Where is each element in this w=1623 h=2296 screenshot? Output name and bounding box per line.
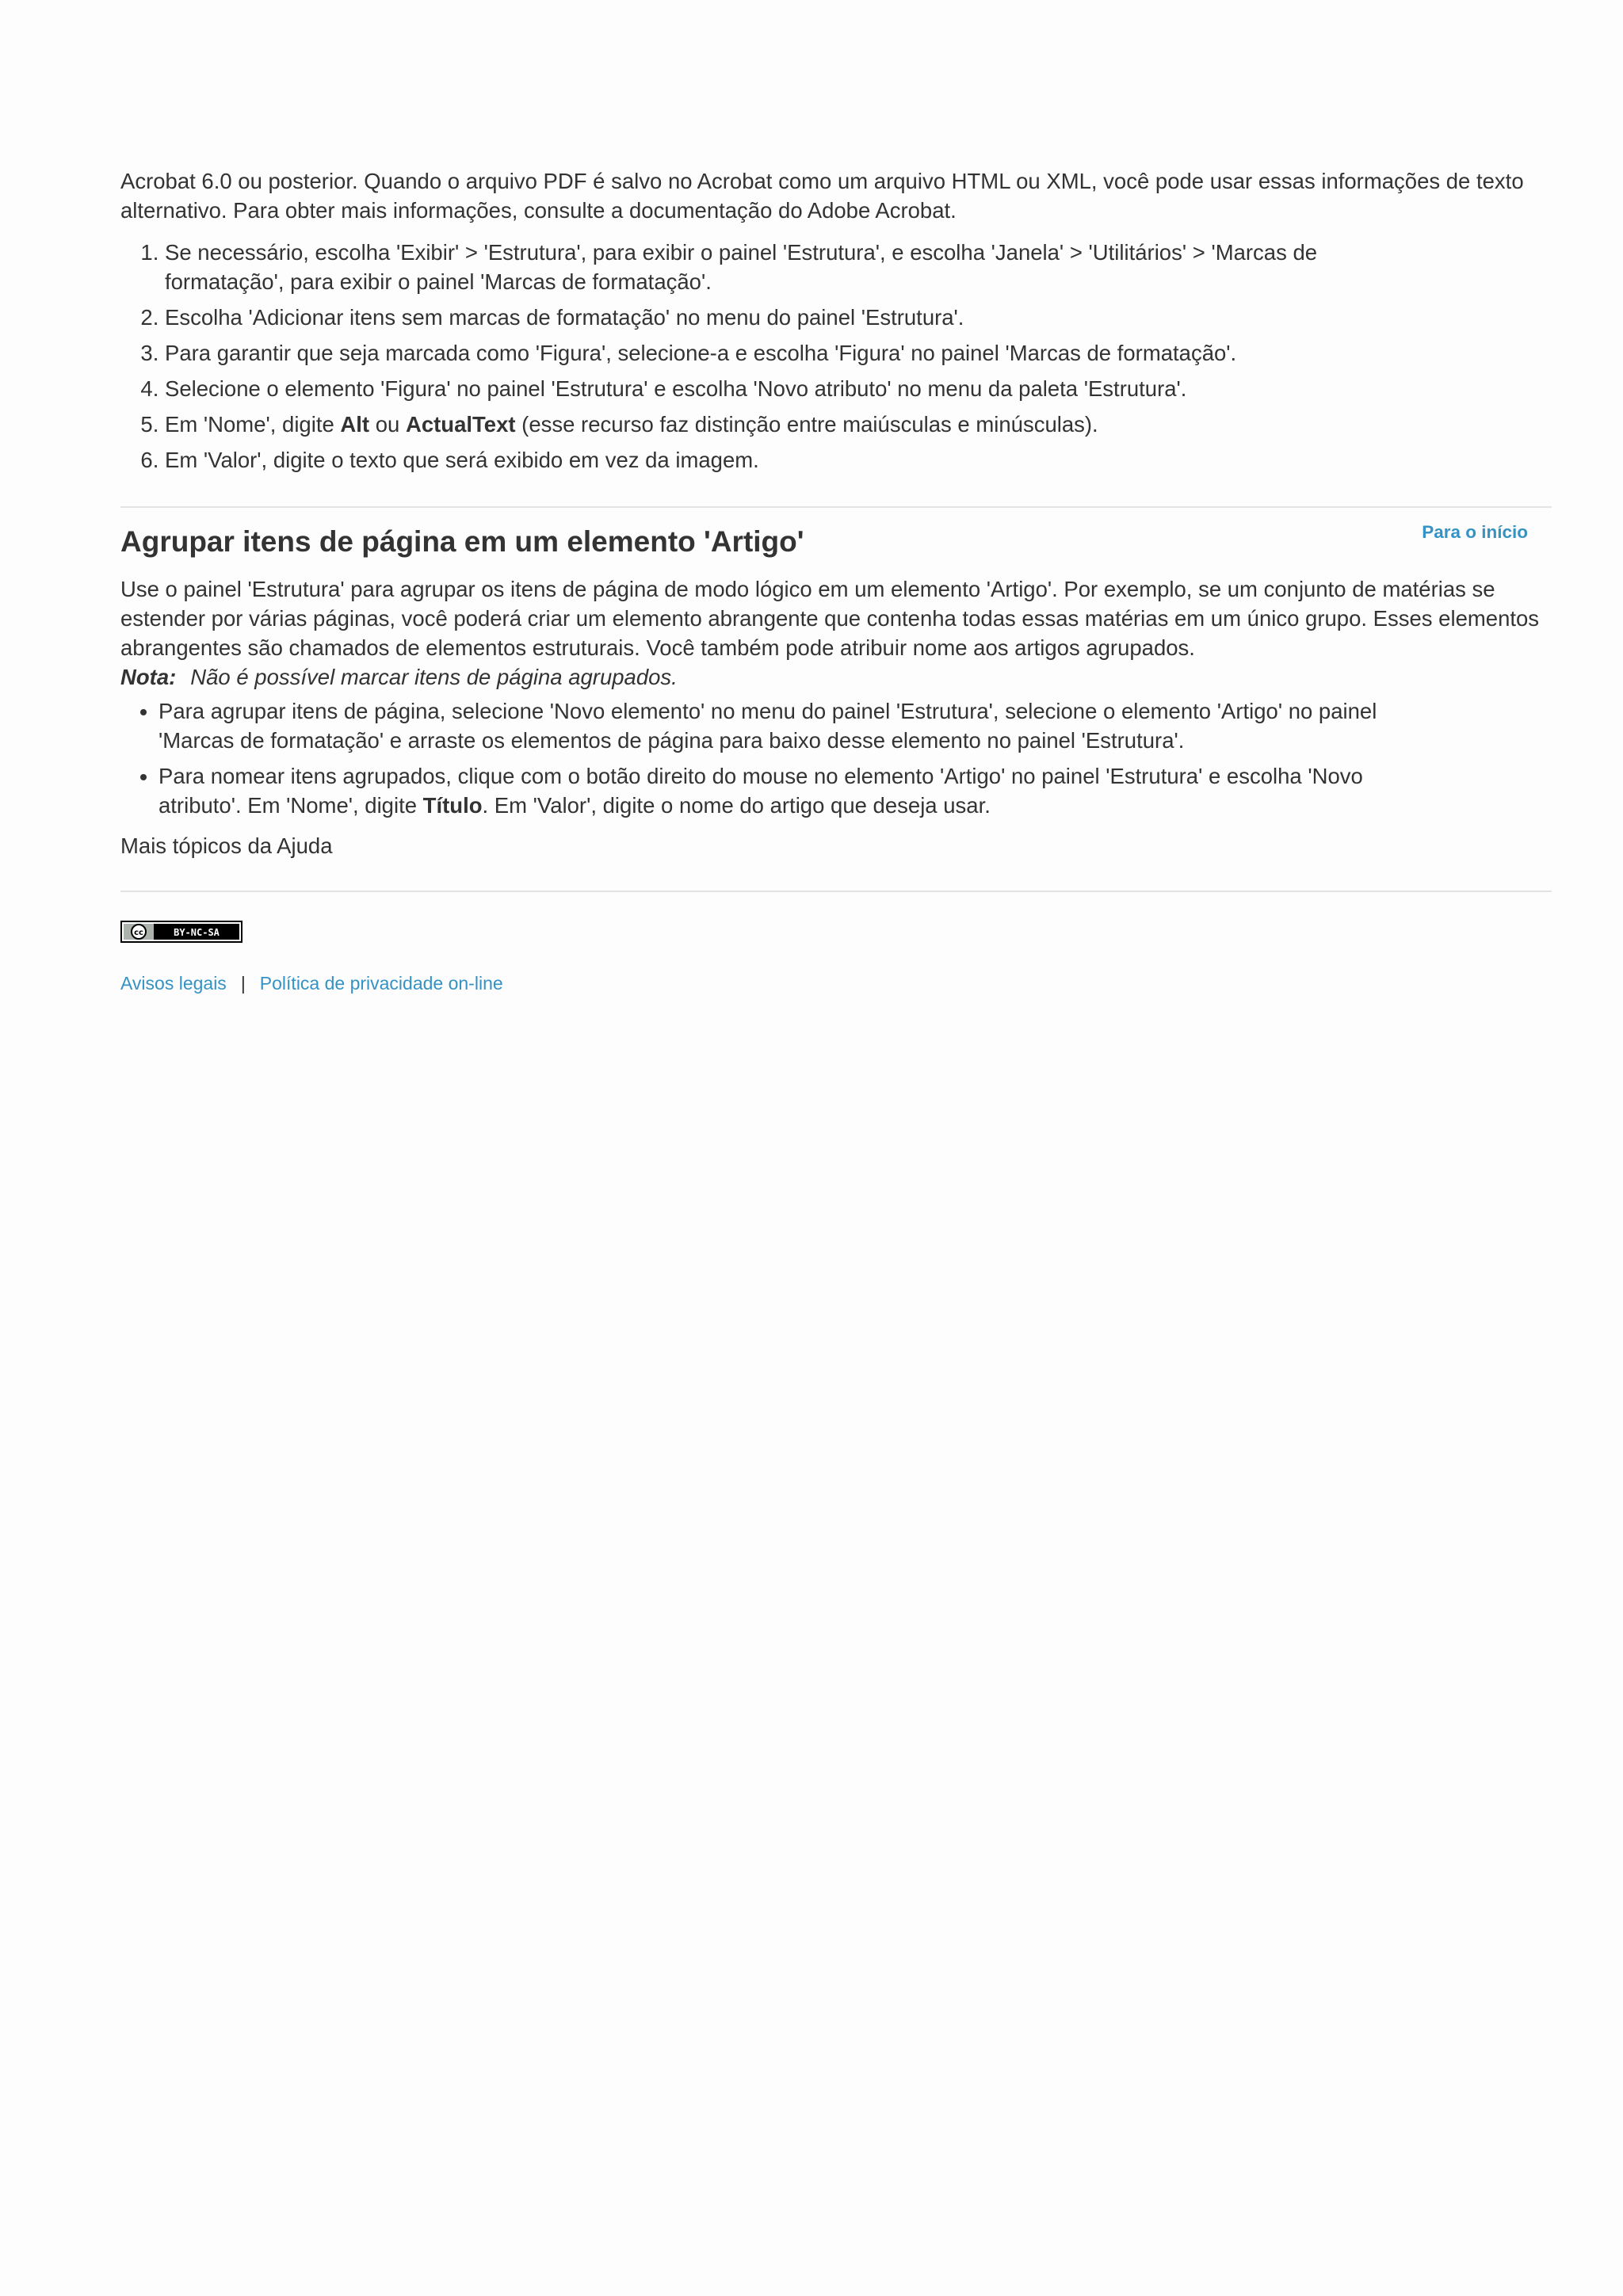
back-to-top-link[interactable]: Para o início: [1422, 522, 1528, 542]
note: [120, 662, 1552, 692]
step-item: [165, 410, 1401, 439]
section-title: Agrupar itens de página em um elemento 'Artigo': [120, 525, 804, 558]
step-bold-term: ActualText: [405, 412, 516, 437]
cc-license-badge[interactable]: [120, 921, 242, 943]
step-item: 3. Para garantir que seja marcada como 'Figura', selecione-a e escolha 'Figura' no painel 'Marcas de formatação'.: [165, 338, 1401, 368]
footer-separator: |: [240, 973, 246, 994]
privacy-policy-link[interactable]: Política de privacidade on-line: [259, 973, 503, 994]
section-divider: [120, 506, 1552, 508]
bullet-text: . Em 'Valor', digite o nome do artigo que deseja usar.: [482, 793, 991, 818]
steps-list: [120, 238, 1401, 475]
section-paragraph: Use o painel 'Estrutura' para agrupar os itens de página de modo lógico em um elemento 'Artigo'. Por exemplo, se um conjunto de matérias se estender por várias páginas, você poderá criar um elemento abrangente que contenha todas essas matérias em um único grupo. Esses elementos abrangentes são chamados de elementos estruturais. Você também pode atribuir nome aos artigos agrupados.: [120, 577, 1540, 660]
step-text: (esse recurso faz distinção entre maiúsculas e minúsculas).: [515, 412, 1098, 437]
step-text: Em 'Nome', digite: [165, 412, 341, 437]
license-badge-text: BY-NC-SA: [174, 927, 220, 938]
note-label: Nota:: [120, 665, 177, 689]
bullet-bold-term: Título: [422, 793, 483, 818]
document-content: [120, 166, 1552, 995]
step-item: 6. Em 'Valor', digite o texto que será exibido em vez da imagem.: [165, 445, 1401, 475]
intro-paragraph: Acrobat 6.0 ou posterior. Quando o arquivo PDF é salvo no Acrobat como um arquivo HTML ou XML, você pode usar essas informações de texto alternativo. Para obter mais informações, consulte a documentação do Adobe Acrobat.: [120, 169, 1524, 223]
step-item: 4. Selecione o elemento 'Figura' no painel 'Estrutura' e escolha 'Novo atributo' no menu da paleta 'Estrutura'.: [165, 374, 1401, 403]
footer-divider: [120, 891, 1552, 892]
step-item: 1. Se necessário, escolha 'Exibir' > 'Estrutura', para exibir o painel 'Estrutura', e escolha 'Janela' > 'Utilitários' > 'Marcas de formatação', para exibir o painel 'Marcas de formatação'.: [165, 238, 1401, 296]
bullet-item: • Para agrupar itens de página, selecione 'Novo elemento' no menu do painel 'Estrutura', selecione o elemento 'Artigo' no painel 'Marcas de formatação' e arraste os elementos de página para baixo desse elemento no painel 'Estrutura'.: [158, 696, 1395, 755]
bullet-list: [120, 696, 1395, 820]
step-bold-term: Alt: [340, 412, 370, 437]
step-text: ou: [369, 412, 406, 437]
step-item: 2. Escolha 'Adicionar itens sem marcas de formatação' no menu do painel 'Estrutura'.: [165, 303, 1401, 332]
section-header: [120, 524, 1552, 560]
bullet-text: Para nomear itens agrupados, clique com o botão direito do mouse no elemento 'Artigo' no painel 'Estrutura' e escolha 'Novo atributo'. Em 'Nome', digite: [158, 764, 1363, 818]
footer-links: [120, 971, 1552, 995]
more-help-topics: Mais tópicos da Ajuda: [120, 833, 333, 858]
legal-notices-link[interactable]: Avisos legais: [120, 973, 227, 994]
creative-commons-icon: [124, 924, 154, 940]
note-text: Não é possível marcar itens de página agrupados.: [190, 665, 678, 689]
bullet-item: [158, 761, 1395, 820]
svg-text:cc: cc: [134, 929, 143, 937]
